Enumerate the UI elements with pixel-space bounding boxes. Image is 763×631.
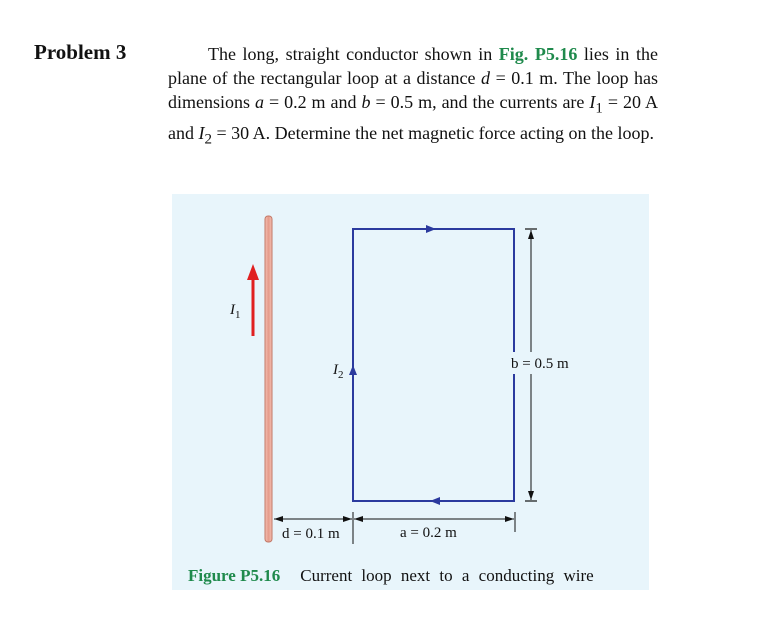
text-part: = 0.1 m. The loop has dimensions <box>168 68 658 112</box>
text-part: = 20 A and <box>168 92 658 143</box>
problem-label: Problem 3 <box>34 40 127 64</box>
symbol-b: b <box>361 92 371 112</box>
loop-arrow-bottom <box>430 497 440 505</box>
symbol-d: d <box>481 68 491 88</box>
rectangular-loop <box>353 229 514 501</box>
i2-label: $I_2$ <box>333 362 344 381</box>
figure-caption <box>188 566 594 586</box>
symbol-i2-subscript: 2 <box>204 131 212 148</box>
text-part: lies in the plane of the rectangular loop at a distance <box>168 44 658 88</box>
a-arrow-left <box>354 516 363 522</box>
a-dimension-label: a = 0.2 m <box>400 525 457 541</box>
b-arrow-down <box>528 491 534 500</box>
b-dimension-label: b = 0.5 m <box>511 356 569 372</box>
d-dimension-label: d = 0.1 m <box>282 526 340 542</box>
figure-drawing <box>172 194 649 590</box>
a-arrow-right <box>505 516 514 522</box>
figure-reference: Fig. P5.16 <box>498 44 578 64</box>
d-arrow-left <box>274 516 283 522</box>
text-part: = 0.2 m and <box>263 92 362 112</box>
figure-p5-16 <box>172 194 649 590</box>
symbol-i1: I <box>589 92 596 112</box>
caption-number: Figure P5.16 <box>188 566 281 585</box>
loop-arrow-top <box>426 225 436 233</box>
b-arrow-up <box>528 230 534 239</box>
text-part: The long, straight conductor shown in <box>208 44 499 64</box>
i1-label: $I_1$ <box>230 302 241 321</box>
symbol-i1-subscript: 1 <box>595 100 603 117</box>
straight-wire <box>265 216 272 542</box>
text-part: = 0.5 m, and the currents are <box>370 92 590 112</box>
loop-arrow-left <box>349 365 357 375</box>
problem-statement <box>168 42 658 151</box>
symbol-a: a <box>254 92 264 112</box>
i1-arrow-head <box>247 264 259 280</box>
text-part: = 30 A. Determine the net magnetic force acting on the loop. <box>212 122 655 143</box>
d-arrow-right <box>343 516 352 522</box>
symbol-i2: I <box>198 122 205 143</box>
caption-text: Current loop next to a conducting wire <box>300 566 594 585</box>
